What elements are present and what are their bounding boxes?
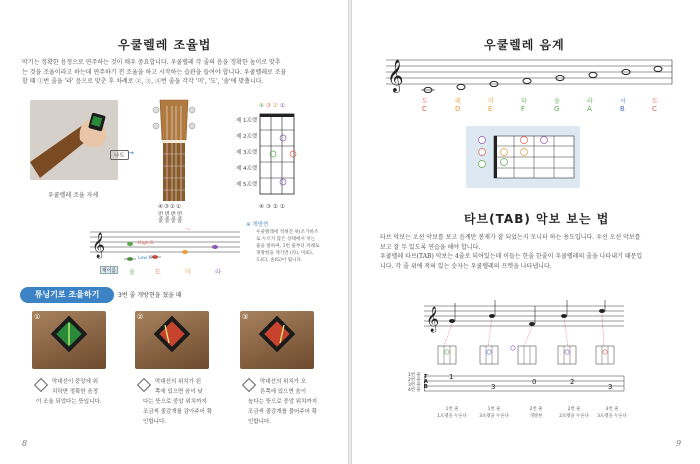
chord-box	[511, 346, 536, 364]
step-1-number: ①	[34, 313, 41, 321]
scale-staff	[386, 54, 676, 94]
step-2-number: ②	[137, 313, 144, 321]
scale-fretboard-box	[466, 126, 580, 188]
tab-caption-line: 개방현	[529, 414, 543, 419]
fret-label: 제 1프렛	[236, 118, 258, 124]
string-label: 번	[164, 212, 171, 218]
tab-number-3: 0	[532, 378, 537, 386]
solfege-mi: 미	[488, 98, 494, 105]
solfege-re: 레	[455, 98, 461, 105]
tab-caption-line: 1프렛을 누른다	[437, 414, 467, 419]
chord-box	[438, 346, 456, 364]
string-num: ②	[169, 204, 176, 210]
letter-c: C	[422, 105, 427, 113]
tab-caption-3	[518, 406, 554, 420]
fret-bottom-marker: ③	[265, 204, 273, 210]
chord-box	[558, 346, 576, 364]
tab-caption-line: 1번 줄	[487, 407, 501, 412]
tab-intro-line: 우쿨렐레 타브(TAB) 악보는 4줄로 되어있는데 이들는 한줄 한줄이 우쿨렐레의 줄을 나타내기 때문입	[380, 253, 643, 260]
fret-top-marker: ④	[259, 103, 266, 109]
step-3-caption	[248, 377, 343, 427]
caption-line: 인합니다.	[248, 419, 272, 425]
string-unit: 줄	[176, 218, 184, 224]
step-1-caption	[36, 377, 130, 407]
open-string-line: 로 누르지 않은 상태에서 치는	[256, 237, 316, 242]
tab-row-label: 2번 줄	[408, 378, 421, 383]
svg-text:𝄞: 𝄞	[387, 59, 404, 92]
open-string-note	[256, 229, 319, 264]
string-unit: 줄	[170, 218, 177, 224]
intro-line: 악기는 정확한 음정으로 연주하는 것이 매우 중요합니다. 우쿨렐레 각 줄의 음을 정확한 높이로 맞추	[22, 59, 281, 66]
caption-line: 인합니다.	[143, 419, 167, 425]
letter-c-high: C	[652, 105, 657, 113]
tab-intro-paragraph	[380, 233, 690, 271]
caption-line: 조금씩 줄감개를 풀어주어 확	[248, 409, 318, 415]
scale-fretboard-diagram	[466, 126, 580, 188]
page-title-tuning: 우쿨렐레 조율법	[118, 38, 212, 52]
chord-box	[480, 346, 498, 364]
page-title-scale: 우쿨렐레 음계	[484, 38, 565, 52]
svg-text:𝄞: 𝄞	[426, 307, 440, 332]
fret-label: 제 5프렛	[236, 182, 258, 188]
string-label: 번	[170, 212, 177, 218]
tab-caption-2	[476, 406, 512, 420]
caption-line: 이 조율 되었다는 뜻입니다.	[36, 399, 102, 405]
fret-top-marker: ①	[279, 103, 287, 109]
open-string-line: 도(C), 솔(G)이 됩니다.	[256, 258, 303, 263]
fret-bottom-marker: ④	[259, 204, 266, 210]
staff-label-box: 계이름	[101, 268, 117, 274]
intro-line: 할 때 ①번 줄을 '라' 음으로 맞춘 후 차례로 ②, ③, ④번 줄을 각각 '미', '도', '솔'에 맞춥니다.	[22, 78, 264, 85]
solfege-pa: 파	[521, 98, 527, 105]
caption-line: 조금씩 줄감개를 감아주어 확	[143, 409, 213, 415]
step-2-caption	[143, 377, 238, 427]
tab-caption-line: 2번 줄	[529, 407, 543, 412]
tab-number-2: 3	[491, 383, 496, 391]
solfege-si: 시	[620, 98, 626, 105]
tab-clef: T A B	[424, 374, 428, 390]
tab-number-4: 2	[570, 378, 575, 386]
svg-text:𝄞: 𝄞	[92, 233, 106, 258]
caption-line: 높다는 뜻으로 중앙 위치까지	[248, 399, 318, 405]
letter-b: B	[620, 105, 625, 113]
photo-caption: 우쿨렐레 조율 자세	[48, 192, 99, 199]
caption-line: 막대선이 중앙에 위	[52, 379, 99, 385]
page-number-right: 9	[676, 439, 682, 448]
string-label: 번	[176, 212, 184, 218]
open-string-title: ※ 개방현	[246, 222, 269, 228]
tuner-photo-1	[32, 311, 106, 369]
tuner-section-subtitle: 3번 줄 개방현을 쳤을 때	[118, 292, 182, 299]
solfege-sol: 솔	[554, 98, 560, 105]
fret-top-markers	[259, 103, 287, 109]
fret-label: 제 4프렛	[236, 166, 258, 172]
open-string-staff	[90, 228, 250, 268]
tab-caption-line: 2번 줄	[567, 407, 581, 412]
tab-example-diagram	[424, 300, 634, 410]
caption-line: 쪽에 있으면 음이 낮	[155, 389, 203, 395]
tuning-posture-photo	[30, 100, 118, 180]
caption-line: 막대선의 위치가 오	[260, 379, 307, 385]
tab-caption-line: 2프렛을 누른다	[559, 414, 589, 419]
open-string-line: 개방현을 재기면 (라), 미(E),	[256, 251, 314, 256]
high-g-label: High G	[138, 241, 154, 246]
letter-f: F	[521, 105, 526, 113]
step-3-number: ③	[242, 313, 249, 321]
fret-bottom-marker: ②	[272, 204, 280, 210]
tab-number-1: 1	[449, 373, 454, 381]
left-page	[0, 0, 348, 464]
fret-label: 제 3프렛	[236, 150, 258, 156]
tab-caption-line: 3프렛을 누른다	[479, 414, 509, 419]
tuner-photo-3	[240, 311, 314, 369]
tab-caption-4	[556, 406, 592, 420]
tuner-section-title: 튜닝기로 조율하기	[20, 287, 114, 303]
fret-bottom-markers	[259, 204, 287, 210]
nut-arrow: →	[128, 149, 134, 157]
tab-row-label: 3번 줄	[408, 383, 421, 388]
tab-caption-line: 1번 줄	[445, 407, 459, 412]
tuner-illustration	[240, 311, 314, 369]
fret-top-marker: ②	[272, 103, 280, 109]
letter-a: A	[587, 105, 592, 113]
tab-intro-line: 니다. 각 줄 위에 적혀 있는 숫자는 우쿨렐레의 프렛을 나타냅니다.	[380, 262, 552, 270]
fret-bottom-marker: ①	[279, 204, 287, 210]
caption-line: 다는 뜻으로 중앙 위치까지	[143, 399, 207, 405]
tab-caption-5	[594, 406, 630, 420]
tab-caption-1	[434, 406, 470, 420]
fret-label: 제 2프렛	[236, 134, 258, 140]
open-string-line: 줄을 말하며, 1번 줄부터 차례로	[256, 244, 320, 249]
letter-d: D	[455, 105, 461, 113]
caption-line: 막대선의 위치가 왼	[155, 379, 202, 385]
staff-note-3: 미	[185, 269, 191, 276]
tab-caption-line: 3프렛을 누른다	[597, 414, 627, 419]
caption-line: 른쪽에 있으면 음이	[260, 389, 307, 395]
tab-section-title: 타브(TAB) 악보 보는 법	[464, 212, 610, 226]
tuner-illustration	[32, 311, 106, 369]
tab-number-5: 3	[608, 383, 613, 391]
staff-note-1: 솔	[129, 269, 135, 276]
staff-note-4: 라	[215, 269, 221, 276]
string-unit: 줄	[164, 218, 171, 224]
page-number-left: 8	[22, 439, 28, 448]
solfege-la: 라	[587, 98, 593, 105]
chord-box	[596, 346, 614, 364]
string-label: 번	[158, 212, 165, 218]
tab-intro-line: 보고 잘 두 있도록 연습을 해야 합니다.	[380, 243, 481, 251]
letter-e: E	[488, 105, 493, 113]
solfege-do: 도	[422, 98, 428, 105]
intro-paragraph	[22, 58, 332, 87]
letter-g: G	[554, 105, 560, 113]
tuner-photo-2	[135, 311, 209, 369]
string-num: ④	[158, 204, 164, 210]
low-g-label: Low G	[138, 256, 153, 261]
tuner-illustration	[135, 311, 209, 369]
string-unit: 줄	[158, 218, 165, 224]
string-unit-row	[158, 216, 183, 224]
solfege-do-high: 도	[652, 98, 658, 105]
string-num: ①	[175, 204, 182, 210]
fret-top-marker: ③	[265, 103, 273, 109]
open-string-line: 우쿨렐레에 적혀진 위(조가바즈	[256, 230, 319, 235]
fret-labels	[236, 116, 257, 196]
staff-note-2: 도	[155, 269, 161, 276]
nut-tag: 나트	[110, 150, 129, 160]
fret-diagram	[258, 112, 298, 198]
intro-line: 는 것을 조율이라고 하는데 연주하기 전 조율을 하고 시작하는 습관을 들여야 합니다. 우쿨렐레로 조율	[22, 68, 287, 76]
tab-intro-line: 타브 악보는 오선 악보를 보고 음계만 봉재가 잘 되었는지 모니터 하는 용도입니다. 우선 오선 악보를	[380, 234, 641, 241]
tab-caption-line: 3번 줄	[605, 407, 619, 412]
tab-row-labels	[408, 373, 421, 393]
tab-row-label: 1번 줄	[408, 373, 421, 378]
tab-row-label: 4번 줄	[408, 388, 421, 393]
tuning-posture-illustration	[30, 100, 118, 180]
string-num: ③	[163, 204, 170, 210]
caption-line: 치하면 정확한 음정	[52, 389, 99, 395]
